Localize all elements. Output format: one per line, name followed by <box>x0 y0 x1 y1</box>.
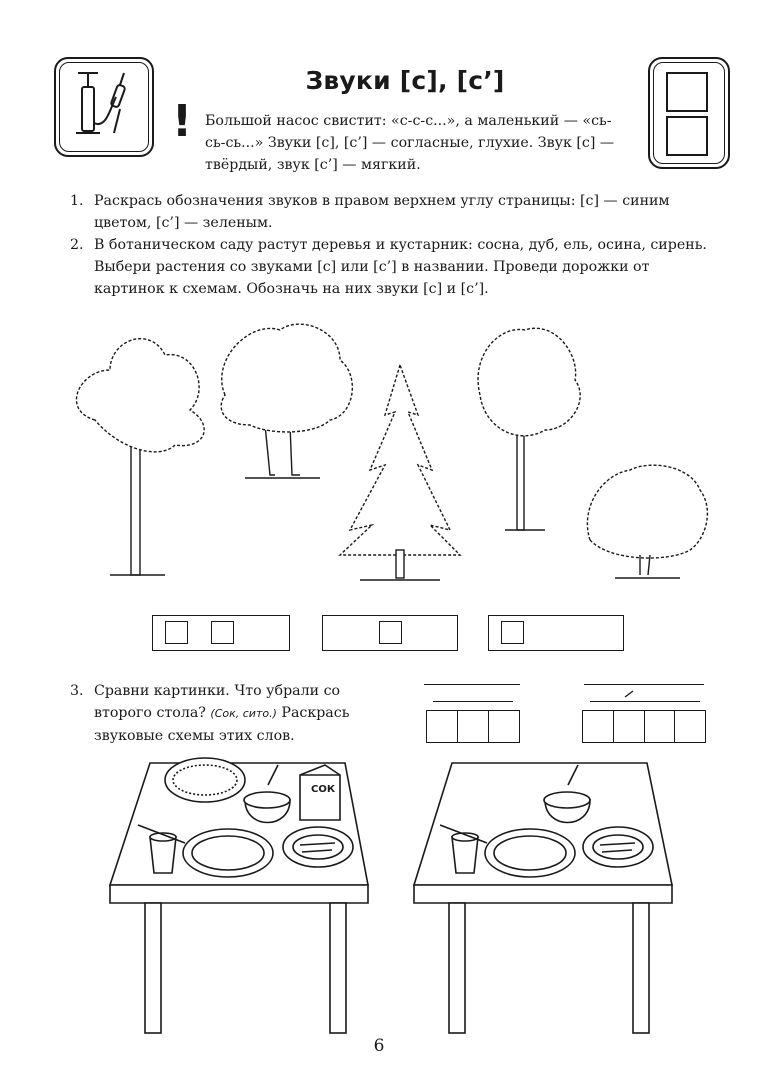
answer-hint: (Сок, сито.) <box>210 707 277 720</box>
juice-label: СОК <box>311 784 336 795</box>
task-text-before: Сравни картинки. Что убрали со второго стола? <box>94 683 341 721</box>
sound-cell[interactable] <box>614 711 645 742</box>
task-text-after: Раскрась звуковые схемы этих слов. <box>94 705 350 744</box>
pine-tree-icon <box>76 339 204 575</box>
answer-line[interactable] <box>590 701 700 702</box>
task-2 <box>70 234 710 300</box>
pump-icon <box>54 57 150 153</box>
task-number: 2. <box>70 237 84 253</box>
page-title: Звуки [с], [с’] <box>305 66 505 95</box>
stress-mark-icon <box>624 690 634 698</box>
attention-icon: ! <box>172 96 193 147</box>
sound-cell[interactable] <box>427 711 458 742</box>
word-scheme-3[interactable] <box>488 615 624 651</box>
answer-line[interactable] <box>424 684 520 685</box>
task-1 <box>70 190 710 234</box>
plate-icon <box>583 827 653 867</box>
sound-cell[interactable] <box>675 711 705 742</box>
task-text: В ботаническом саду растут деревья и кустарник: сосна, дуб, ель, осина, сирень. Выбери растения со звуками [с] или [с’] в названии. Проведи дорожки от картинок к схемам. Обозначь на них звуки [с] и [с’]. <box>94 237 707 297</box>
task-number: 3. <box>70 683 84 699</box>
task-number: 1. <box>70 193 84 209</box>
scheme-cell[interactable] <box>501 621 524 644</box>
word-box-sito[interactable] <box>582 710 706 743</box>
page-number: 6 <box>373 1036 385 1056</box>
scheme-cell[interactable] <box>379 621 402 644</box>
word-box-sok[interactable] <box>426 710 520 743</box>
scheme-cell[interactable] <box>211 621 234 644</box>
task-3 <box>70 680 390 747</box>
sound-cell[interactable] <box>458 711 489 742</box>
trees-illustration <box>0 300 758 600</box>
lilac-bush-icon <box>587 465 707 578</box>
aspen-tree-icon <box>478 328 580 530</box>
sound-cell[interactable] <box>489 711 519 742</box>
sound-box-s[interactable] <box>666 72 708 112</box>
sound-cell[interactable] <box>645 711 676 742</box>
word-scheme-2[interactable] <box>322 615 458 651</box>
table-right-illustration <box>0 755 758 1035</box>
task-text: Раскрась обозначения звуков в правом верхнем углу страницы: [с] — синим цветом, [с’] — зеленым. <box>94 193 670 231</box>
sound-cell[interactable] <box>583 711 614 742</box>
oak-tree-icon <box>221 324 352 478</box>
glass-icon <box>452 833 478 873</box>
spruce-tree-icon <box>340 365 460 580</box>
rule-note: Большой насос свистит: «с-с-с...», а маленький — «сь-сь-сь...» Звуки [с], [с’] — согласные, глухие. Звук [с] — твёрдый, звук [с’] — мягкий. <box>205 113 615 173</box>
answer-line[interactable] <box>433 701 513 702</box>
word-scheme-1[interactable] <box>152 615 290 651</box>
answer-line[interactable] <box>584 684 704 685</box>
sound-box-s-soft[interactable] <box>666 116 708 156</box>
task-text <box>94 680 390 747</box>
scheme-cell[interactable] <box>165 621 188 644</box>
